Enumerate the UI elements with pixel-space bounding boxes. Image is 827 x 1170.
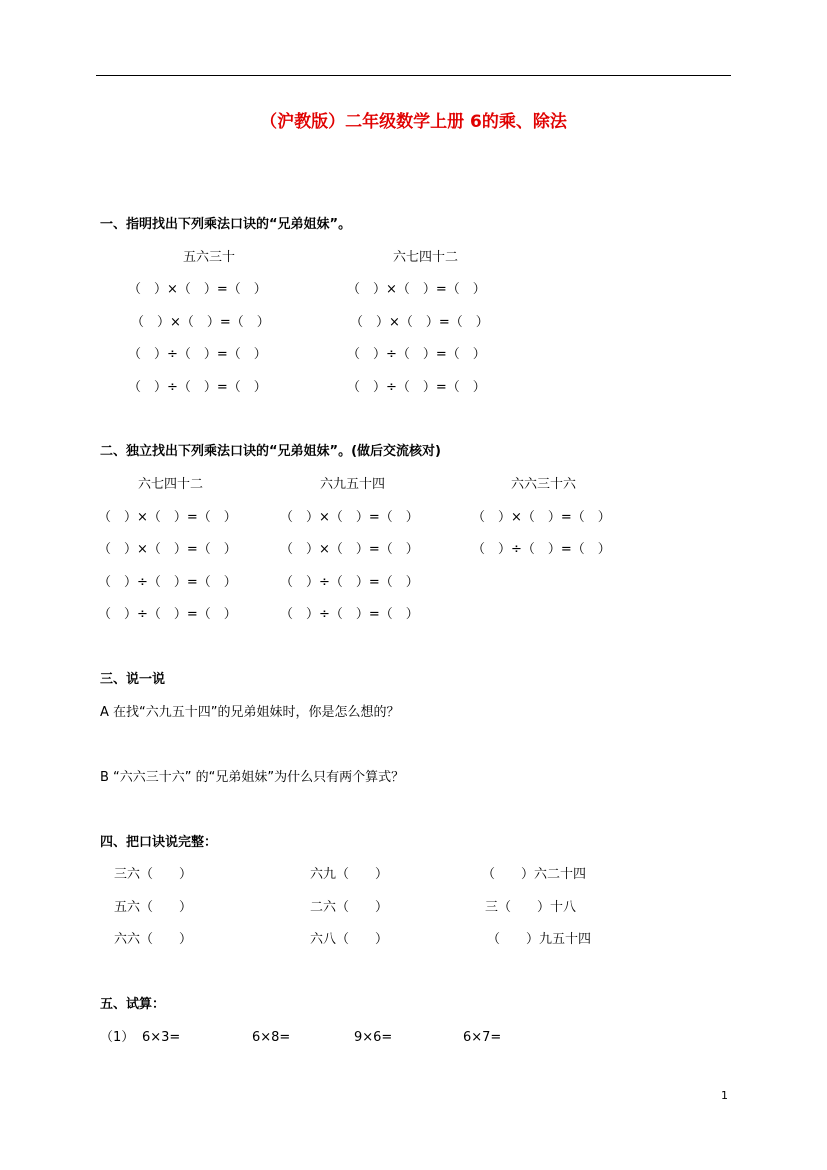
section5-item: 6×3= <box>142 1030 181 1045</box>
section2-col3-row: （ ）÷（ ）=（ ） <box>472 542 611 557</box>
page-title: （沪教版）二年级数学上册 6的乘、除法 <box>260 112 567 132</box>
section4-col1-item: 三六（ ） <box>114 867 193 882</box>
section2-col1-label: 六七四十二 <box>138 477 204 492</box>
section3-heading: 三、说一说 <box>100 672 166 687</box>
section5-number: （1） <box>100 1030 135 1045</box>
section4-col3-item: （ ）六二十四 <box>482 867 587 882</box>
section1-col1-label: 五六三十 <box>183 250 236 265</box>
section5-item: 6×8= <box>252 1030 291 1045</box>
section5-item: 6×7= <box>463 1030 502 1045</box>
section2-col3-label: 六六三十六 <box>511 477 577 492</box>
section2-col2-label: 六九五十四 <box>320 477 386 492</box>
section4-col2-item: 六九（ ） <box>310 867 389 882</box>
section4-heading: 四、把口诀说完整： <box>100 835 218 850</box>
section1-col2-row: （ ）×（ ）=（ ） <box>347 282 486 297</box>
section2-col1-row: （ ）÷（ ）=（ ） <box>98 607 237 622</box>
section2-col2-row: （ ）÷（ ）=（ ） <box>280 607 419 622</box>
section2-col2-row: （ ）÷（ ）=（ ） <box>280 575 419 590</box>
section4-col3-item: （ ）九五十四 <box>487 932 592 947</box>
section2-col1-row: （ ）×（ ）=（ ） <box>98 510 237 525</box>
section1-col2-label: 六七四十二 <box>393 250 459 265</box>
section2-col1-row: （ ）÷（ ）=（ ） <box>98 575 237 590</box>
section1-col2-row: （ ）÷（ ）=（ ） <box>347 380 486 395</box>
section5-heading: 五、试算： <box>100 997 166 1012</box>
section4-col1-item: 六六（ ） <box>114 932 193 947</box>
section2-heading: 二、独立找出下列乘法口诀的“兄弟姐妹”。(做后交流核对) <box>100 444 441 459</box>
section2-col2-row: （ ）×（ ）=（ ） <box>280 510 419 525</box>
section2-col1-row: （ ）×（ ）=（ ） <box>98 542 237 557</box>
section1-col1-row: （ ）÷（ ）=（ ） <box>128 380 267 395</box>
section4-col2-item: 二六（ ） <box>310 900 389 915</box>
section1-col1-row: （ ）÷（ ）=（ ） <box>128 347 267 362</box>
section2-col2-row: （ ）×（ ）=（ ） <box>280 542 419 557</box>
page-number: 1 <box>721 1089 728 1102</box>
section1-col1-row: （ ）×（ ）=（ ） <box>131 315 270 330</box>
section2-col3-row: （ ）×（ ）=（ ） <box>472 510 611 525</box>
section5-item: 9×6= <box>354 1030 393 1045</box>
section4-col1-item: 五六（ ） <box>114 900 193 915</box>
section1-col2-row: （ ）÷（ ）=（ ） <box>347 347 486 362</box>
section4-col2-item: 六八（ ） <box>310 932 389 947</box>
header-rule <box>96 75 731 76</box>
section1-heading: 一、指明找出下列乘法口诀的“兄弟姐妹”。 <box>100 217 352 232</box>
section3-question-b: B “六六三十六” 的“兄弟姐妹”为什么只有两个算式？ <box>100 770 405 785</box>
section3-question-a: A 在找“六九五十四”的兄弟姐妹时，你是怎么想的？ <box>100 705 400 720</box>
section1-col2-row: （ ）×（ ）=（ ） <box>350 315 489 330</box>
section1-col1-row: （ ）×（ ）=（ ） <box>128 282 267 297</box>
section4-col3-item: 三（ ）十八 <box>485 900 577 915</box>
